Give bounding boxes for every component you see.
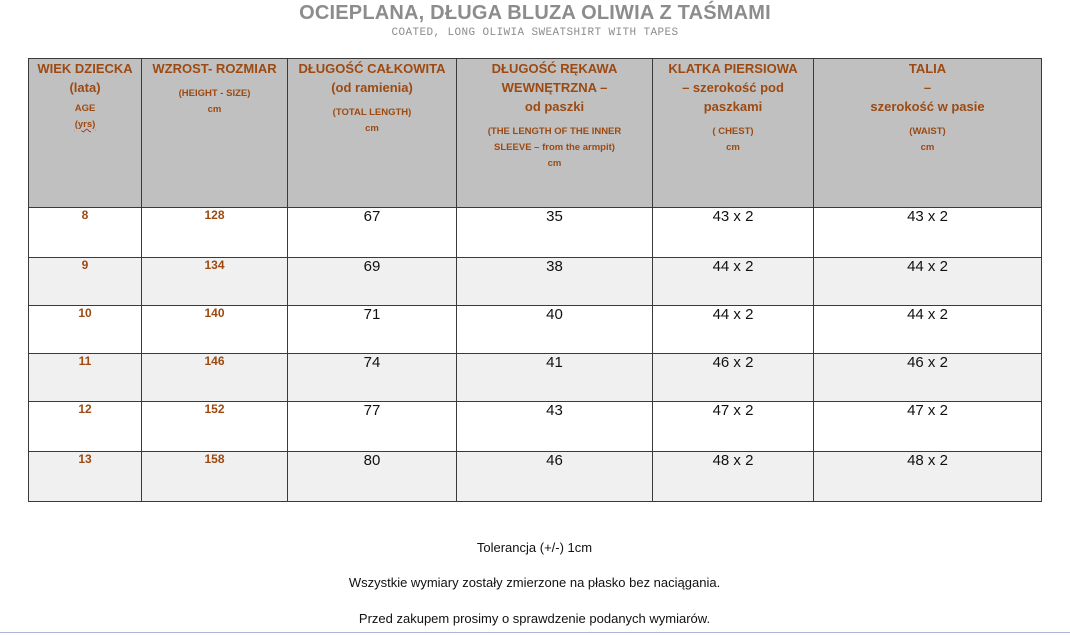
header-length-en: (TOTAL LENGTH) [332,107,412,118]
header-chest [653,59,814,208]
check-note: Przed zakupem prosimy o sprawdzenie podanych wymiarów. [358,611,711,626]
cell-sleeve: 46 [457,452,653,502]
cell-waist: 47 x 2 [814,402,1042,452]
header-chest-sub1: – szerokość pod [682,80,784,95]
cell-length: 77 [288,402,457,452]
cell-sleeve: 41 [457,354,653,402]
cell-age: 8 [29,208,142,258]
table-row [29,452,1042,502]
header-chest-en: ( CHEST) [712,126,754,137]
page-title: OCIEPLANA, DŁUGA BLUZA OLIWIA Z TAŚMAMI [299,2,771,24]
cell-waist: 48 x 2 [814,452,1042,502]
cell-length: 69 [288,258,457,306]
header-age [29,59,142,208]
header-length [288,59,457,208]
cell-size: 152 [142,402,288,452]
header-length-unit: cm [365,123,379,134]
header-size-title: WZROST- ROZMIAR [152,61,277,76]
table-row [29,258,1042,306]
header-waist-title: TALIA [908,61,947,76]
header-sleeve-sub1: WEWNĘTRZNA – [501,80,608,95]
cell-length: 67 [288,208,457,258]
header-age-title: WIEK DZIECKA [37,61,133,76]
size-table [28,58,1042,502]
table-header-row [29,59,1042,208]
header-length-title: DŁUGOŚĆ CAŁKOWITA [298,61,446,76]
cell-chest: 44 x 2 [653,306,814,354]
header-sleeve [457,59,653,208]
header-sleeve-sub2: od paszki [524,99,585,114]
header-sleeve-en1: (THE LENGTH OF THE INNER [487,126,622,137]
cell-size: 134 [142,258,288,306]
header-chest-sub2: paszkami [703,99,763,114]
cell-length: 74 [288,354,457,402]
cell-waist: 44 x 2 [814,258,1042,306]
header-sleeve-unit: cm [547,158,562,169]
header-chest-unit: cm [726,142,740,153]
page-subtitle: COATED, LONG OLIWIA SWEATSHIRT WITH TAPES [391,27,679,39]
cell-length: 80 [288,452,457,502]
header-sleeve-en2: SLEEVE – from the armpit) [494,142,615,153]
header-age-en: AGE [74,103,96,114]
cell-waist: 44 x 2 [814,306,1042,354]
table-row [29,208,1042,258]
cell-size: 158 [142,452,288,502]
table-row [29,306,1042,354]
header-waist-sub2: szerokość w pasie [870,99,985,114]
header-age-en-unit: (yrs) [74,119,96,130]
cell-age: 13 [29,452,142,502]
cell-waist: 46 x 2 [814,354,1042,402]
cell-chest: 46 x 2 [653,354,814,402]
cell-sleeve: 35 [457,208,653,258]
header-length-sub: (od ramienia) [331,80,413,95]
header-waist-en: (WAIST) [909,126,946,137]
tolerance-note: Tolerancja (+/-) 1cm [476,540,593,555]
cell-sleeve: 38 [457,258,653,306]
cell-sleeve: 43 [457,402,653,452]
header-waist-unit: cm [920,142,935,153]
header-waist [814,59,1042,208]
header-size [142,59,288,208]
cell-age: 11 [29,354,142,402]
cell-size: 128 [142,208,288,258]
header-chest-title: KLATKA PIERSIOWA [668,61,798,76]
cell-sleeve: 40 [457,306,653,354]
header-age-unit: (lata) [69,80,101,95]
cell-age: 12 [29,402,142,452]
cell-chest: 44 x 2 [653,258,814,306]
header-sleeve-title: DŁUGOŚĆ RĘKAWA [491,61,618,76]
header-size-unit: cm [207,104,222,115]
cell-size: 140 [142,306,288,354]
table-row [29,354,1042,402]
header-waist-sub1: – [923,80,932,95]
measurement-note: Wszystkie wymiary zostały zmierzone na płasko bez naciągania. [348,575,721,590]
table-row [29,402,1042,452]
cell-chest: 48 x 2 [653,452,814,502]
cell-chest: 47 x 2 [653,402,814,452]
bottom-divider [0,632,1070,633]
cell-size: 146 [142,354,288,402]
cell-age: 9 [29,258,142,306]
cell-age: 10 [29,306,142,354]
cell-waist: 43 x 2 [814,208,1042,258]
cell-chest: 43 x 2 [653,208,814,258]
header-size-en: (HEIGHT - SIZE) [178,88,251,99]
cell-length: 71 [288,306,457,354]
